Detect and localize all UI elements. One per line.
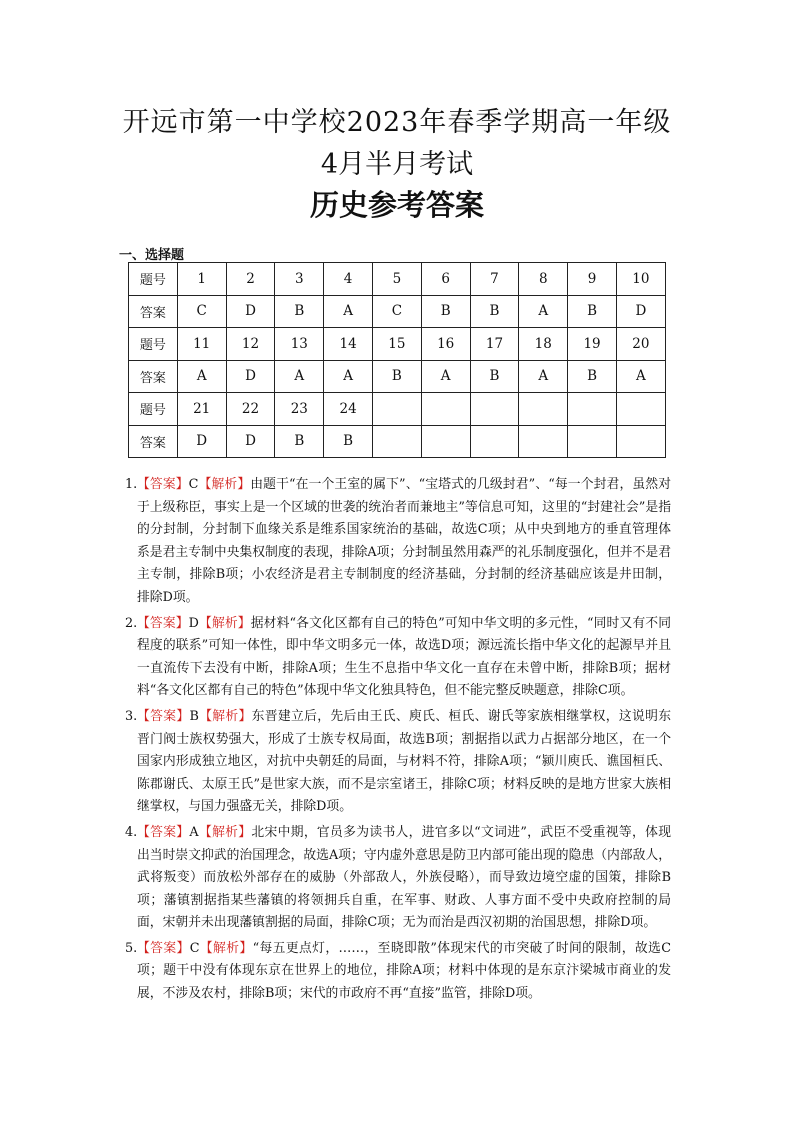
row-label: 题号 [129,263,178,296]
section-heading: 一、选择题 [119,248,185,263]
question-number-cell: 6 [421,263,470,296]
item-answer: B [189,708,199,724]
item-answer: A [189,824,199,840]
list-item [126,938,671,1006]
answer-cell: B [275,425,324,458]
answer-tag: 【答案】 [137,477,189,492]
item-answer: C [188,477,199,492]
question-number-cell [616,393,665,426]
answer-cell [372,425,421,458]
document-title-line1: 开远市第一中学校2023年春季学期高一年级 [122,107,672,138]
list-item [126,822,671,935]
question-number-cell: 11 [177,328,226,361]
question-number-cell [372,393,421,426]
document-title-main: 历史参考答案 [309,188,484,222]
question-number-cell: 22 [226,393,275,426]
answer-cell: B [372,360,421,393]
row-label: 答案 [129,295,178,328]
answer-cell: A [275,360,324,393]
question-number-cell: 16 [421,328,470,361]
analysis-tag: 【解析】 [198,824,252,840]
analysis-tag: 【解析】 [198,477,251,492]
analysis-tag: 【解析】 [199,940,253,956]
document-title-line2: 4月半月考试 [320,149,474,180]
question-number-cell: 5 [372,263,421,296]
question-number-cell: 19 [568,328,617,361]
question-number-cell: 1 [177,263,226,296]
question-number-cell: 15 [372,328,421,361]
question-number-cell: 9 [568,263,617,296]
answer-tag: 【答案】 [137,940,190,956]
answer-cell: C [177,295,226,328]
row-label: 题号 [129,328,178,361]
item-answer: D [188,615,199,631]
question-number-cell: 20 [616,328,665,361]
answer-cell: B [470,295,519,328]
question-number-cell: 4 [324,263,373,296]
answer-table [128,262,666,458]
answer-cell: A [324,360,373,393]
question-number-cell: 3 [275,263,324,296]
answer-cell: B [421,295,470,328]
answer-tag: 【答案】 [137,615,189,631]
question-number-cell: 18 [519,328,568,361]
question-number-cell: 2 [226,263,275,296]
item-number: 3. [125,708,138,724]
answer-cell: C [372,295,421,328]
answer-cell: D [616,295,665,328]
answer-cell [616,425,665,458]
answer-cell [470,425,519,458]
question-number-cell: 13 [275,328,324,361]
question-row [129,263,666,296]
list-item [126,613,671,703]
answer-cell: A [519,295,568,328]
answer-row [129,360,666,393]
answer-row [129,295,666,328]
question-row [129,393,666,426]
answer-cell [519,425,568,458]
item-explanation: 据材料“各文化区都有自己的特色”可知中华文明的多元性，“同时又有不同程度的联系”可知一体性，即中华文明多元一体，故选D项；源远流长指中华文化的起源早并且一直流传下去没有中断，排除A项；生生不息指中华文化一直存在未曾中断，排除B项；据材料“各文化区都有自己的特色”体现中华文化独具特色，但不能完整反映题意，排除C项。 [137,615,672,699]
analysis-tag: 【解析】 [198,615,251,631]
item-explanation: 由题干“在一个王室的属下”、“宝塔式的几级封君”、“每一个封君，虽然对于上级称臣，事实上是一个区域的世袭的统治者而兼地主”等信息可知，这里的“封建社会”是指的分封制，分封制下血缘关系是维系国家统治的基础，故选C项；从中央到地方的垂直管理体系是君主专制中央集权制度的表现，排除A项；分封制虽然用森严的礼乐制度强化，但并不是君主专制，排除B项；小农经济是君主专制制度的经济基础，分封制的经济基础应该是井田制，排除D项。 [137,477,671,605]
answer-cell: A [421,360,470,393]
question-number-cell: 14 [324,328,373,361]
item-number: 2. [125,615,138,631]
answer-cell: B [275,295,324,328]
item-answer: C [189,940,200,956]
question-number-cell: 7 [470,263,519,296]
answer-cell: B [568,295,617,328]
answer-cell: D [226,360,275,393]
row-label: 题号 [129,393,178,426]
question-number-cell [568,393,617,426]
item-explanation: “每五更点灯，……，至晓即散”体现宋代的市突破了时间的限制，故选C项；题干中没有体现东京在世界上的地位，排除A项；材料中体现的是东京汴梁城市商业的发展，不涉及农村，排除B项；宋代的市政府不再“直接”监管，排除D项。 [137,940,672,1002]
row-label: 答案 [129,360,178,393]
question-number-cell: 24 [324,393,373,426]
answer-row [129,425,666,458]
item-number: 1. [125,477,138,492]
explanation-list [126,474,671,1009]
list-item [126,706,671,819]
answer-cell: A [519,360,568,393]
question-number-cell: 21 [177,393,226,426]
question-number-cell: 8 [519,263,568,296]
answer-cell: A [616,360,665,393]
question-number-cell [421,393,470,426]
answer-cell: A [324,295,373,328]
row-label: 答案 [129,425,178,458]
analysis-tag: 【解析】 [198,708,252,724]
question-row [129,328,666,361]
answer-cell: D [177,425,226,458]
question-number-cell: 17 [470,328,519,361]
question-number-cell: 23 [275,393,324,426]
answer-cell [421,425,470,458]
answer-cell: B [324,425,373,458]
question-number-cell: 10 [616,263,665,296]
answer-tag: 【答案】 [137,708,190,724]
question-number-cell [519,393,568,426]
item-explanation: 北宋中期，官员多为读书人，进官多以“文词进”，武臣不受重视等，体现出当时崇文抑武的治国理念，故选A项；守内虚外意思是防卫内部可能出现的隐患（内部敌人，武将叛变）而放松外部存在的威胁（外部敌人，外族侵略），而导致边境空虚的国策，排除B项；藩镇割据指某些藩镇的将领拥兵自重，在军事、财政、人事方面不受中央政府控制的局面，宋朝并未出现藩镇割据的局面，排除C项；无为而治是西汉初期的治国思想，排除D项。 [137,824,672,931]
answer-cell: B [568,360,617,393]
answer-cell [568,425,617,458]
item-number: 4. [125,824,138,840]
item-number: 5. [125,940,138,956]
list-item [126,474,671,610]
answer-cell: A [177,360,226,393]
item-explanation: 东晋建立后，先后由王氏、庾氏、桓氏、谢氏等家族相继掌权，这说明东晋门阀士族权势强大，形成了士族专权局面，故选B项；割据指以武力占据部分地区，在一个国家内形成独立地区，对抗中央朝廷的局面，与材料不符，排除A项；“颍川庾氏、谯国桓氏、陈郡谢氏、太原王氏”是世家大族，而不是宗室诸王，排除C项；材料反映的是地方世家大族相继掌权，与国力强盛无关，排除D项。 [137,708,672,815]
answer-cell: D [226,295,275,328]
answer-cell: D [226,425,275,458]
answer-cell: B [470,360,519,393]
question-number-cell: 12 [226,328,275,361]
answer-tag: 【答案】 [137,824,190,840]
question-number-cell [470,393,519,426]
